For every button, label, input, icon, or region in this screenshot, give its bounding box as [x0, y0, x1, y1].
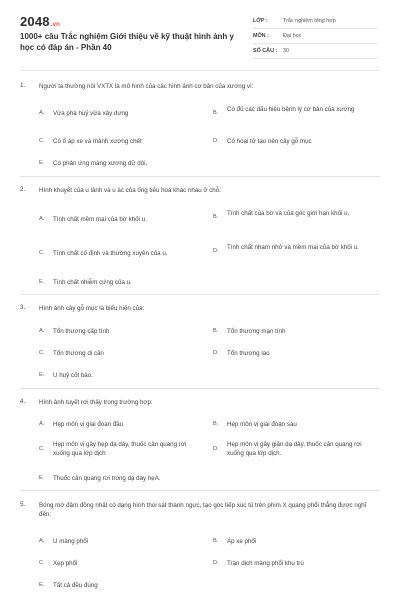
- option-text: Xẹp phổi: [53, 560, 78, 567]
- option-letter: C.: [39, 446, 45, 452]
- option-text: Có phản ứng màng xương dữ dội.: [53, 160, 148, 167]
- question-text: Hình ảnh tuyết rơi thấy trong trường hợp:: [39, 399, 153, 406]
- meta-row-lop: [253, 15, 378, 29]
- option-text: Có hoại tử tạo nên cây gỗ mục: [227, 138, 312, 145]
- option-text: Tổn thương lao: [227, 350, 270, 357]
- option-text: Tràn dịch màng phổi khu trú: [227, 560, 304, 567]
- question-text: Hình ảnh cây gỗ mục là biểu hiện của:: [39, 305, 145, 312]
- option-letter: B.: [213, 328, 219, 334]
- option-text: Tính chất cố định và thường xuyên của u.: [53, 250, 168, 257]
- question-divider: [20, 490, 380, 491]
- option-letter: E.: [39, 582, 45, 588]
- question-text: Bóng mờ đậm đồng nhất có dạng hình thoi sát thành ngực, tạo góc tiếp xúc tù trên phim X quang phổi thẳng được nghĩ đến:: [39, 502, 367, 518]
- option-text: U màng phổi: [53, 538, 89, 545]
- option-text: Thuốc cản quang rơi trong dạ dày hẹA.: [53, 475, 161, 482]
- option-letter: E.: [39, 279, 45, 285]
- meta-value: Trắc nghiệm tổng hợp: [283, 18, 336, 24]
- question-text: Hình khuyết của u lành và u ác của ống tiêu hoá khác nhau ở chỗ:: [39, 187, 221, 194]
- option-text: Tính chất nham nhở và mềm mại của bờ khối u.: [227, 244, 359, 251]
- question-divider: [20, 388, 380, 389]
- logo-text: 2048: [20, 14, 50, 29]
- option-letter: A.: [39, 421, 45, 427]
- option-text: Tính chất nhiễm cứng của u.: [53, 279, 132, 286]
- option-text: Tổn thương mạn tính: [227, 328, 286, 335]
- option-letter: A.: [39, 216, 45, 222]
- option-text: Vừa phá huỷ vừa xây dựng: [53, 110, 129, 117]
- option-letter: B.: [213, 110, 219, 116]
- meta-row-socau: [253, 45, 378, 59]
- logo-suffix: .vn: [50, 22, 61, 28]
- header: [0, 0, 400, 70]
- option-letter: D.: [213, 446, 219, 452]
- option-text: Có đủ các dấu hiệu bệnh lý cơ bản của xương: [227, 106, 355, 113]
- option-letter: E.: [39, 475, 45, 481]
- meta-row-mon: [253, 30, 378, 44]
- option-text: Tất cả đều đúng: [53, 582, 98, 589]
- option-letter: B.: [213, 538, 219, 544]
- option-text: Tính chất mềm mại của bờ khối u.: [53, 216, 147, 223]
- question-number: 3.: [20, 304, 26, 311]
- option-letter: C.: [39, 560, 45, 566]
- question-number: 4.: [20, 398, 26, 405]
- option-letter: D.: [213, 560, 219, 566]
- option-text: Hẹp môn vị gây hẹp dạ dày, thuốc cản quang rơi xuống qua lớp dịch: [53, 441, 187, 457]
- option-letter: B.: [213, 421, 219, 427]
- question-number: 2.: [20, 186, 26, 193]
- option-letter: C.: [39, 138, 45, 144]
- option-text: Tổn thương cấp tính: [53, 328, 110, 335]
- option-text: Tính chất của bờ và của góc giới hạn khối u.: [227, 210, 350, 217]
- option-text: Hẹp môn vị gây giãn dạ dày, thuốc cản quang rơi xuống qua lớp dịch.: [227, 441, 362, 457]
- option-letter: C.: [39, 350, 45, 356]
- option-text: Tổn thương di căn: [53, 350, 104, 357]
- option-letter: D.: [213, 350, 219, 356]
- meta-value: 30: [283, 48, 289, 54]
- option-text: Hẹp môn vị giai đoạn đầu: [53, 421, 124, 428]
- site-logo[interactable]: [20, 14, 60, 29]
- option-text: Áp xe phổi: [227, 538, 257, 545]
- meta-value: Đại học: [283, 33, 302, 39]
- meta-label: MÔN :: [253, 33, 269, 39]
- header-divider: [20, 70, 380, 71]
- option-letter: C.: [39, 250, 45, 256]
- question-number: 5.: [20, 501, 26, 508]
- option-letter: D.: [213, 248, 219, 254]
- meta-label: SỐ CÂU :: [253, 48, 278, 54]
- question-number: 1.: [20, 82, 26, 89]
- option-letter: A.: [39, 110, 45, 116]
- question-divider: [20, 176, 380, 177]
- option-text: Có ổ áp xe và mảnh xương chết: [53, 138, 142, 145]
- option-text: U huỷ cốt bào.: [53, 372, 93, 379]
- question-divider: [20, 294, 380, 295]
- option-letter: D.: [213, 138, 219, 144]
- document-title: 1000+ câu Trắc nghiệm Giới thiệu về kỹ thuật hình ảnh y học có đáp án - Phần 40: [20, 32, 234, 52]
- option-letter: B.: [213, 214, 219, 220]
- option-letter: A.: [39, 538, 45, 544]
- option-letter: A.: [39, 328, 45, 334]
- option-text: Hẹp môn vị giai đoạn sau: [227, 421, 297, 428]
- option-letter: E.: [39, 372, 45, 378]
- question-text: Người ta thường nói VXTX là mô hình của các hình ảnh cơ bản của xương vì:: [39, 83, 254, 90]
- option-letter: E.: [39, 160, 45, 166]
- meta-label: LỚP :: [253, 18, 268, 24]
